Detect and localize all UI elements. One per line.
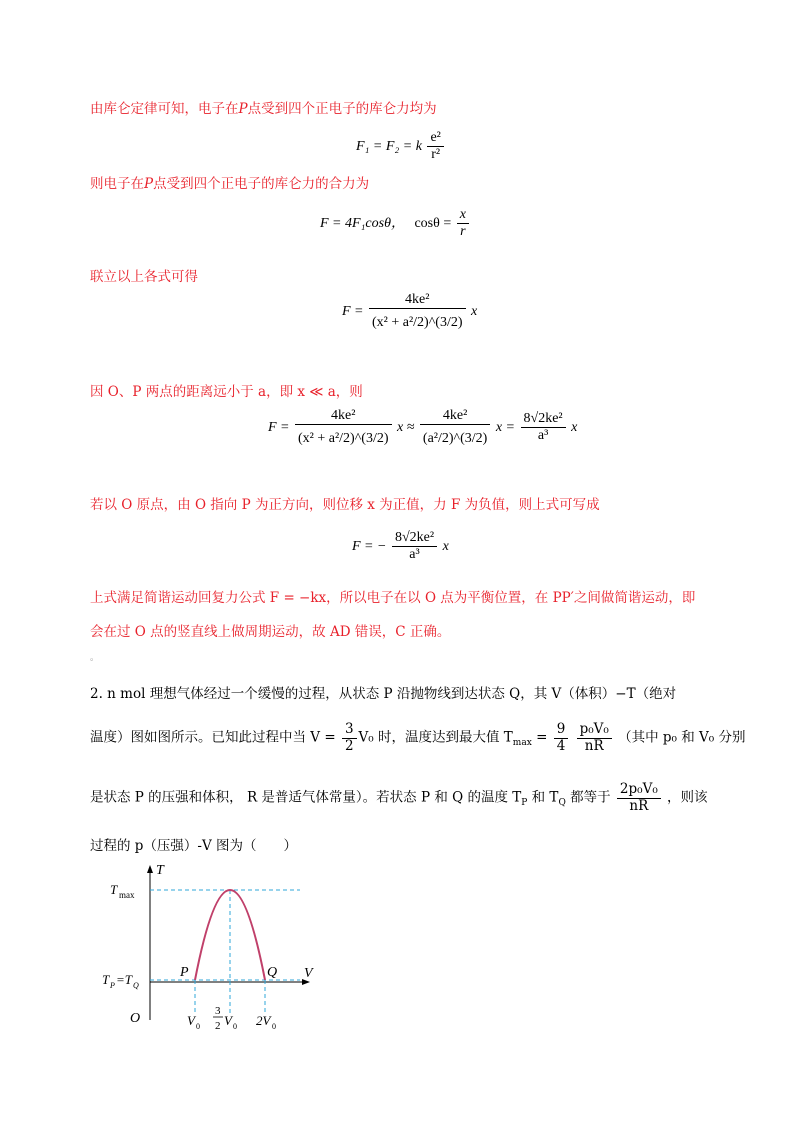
t-axis-arrow [147,865,153,873]
point-p-label: P [180,965,189,980]
origin-label: O [130,1011,141,1026]
v0-label: V [187,1013,195,1028]
tp-sub: P [110,981,115,990]
tmax-label: T [110,882,118,897]
solution-line-6: 上式满足简谐运动回复力公式 F = −kx，所以电子在以 O 点为平衡位置，在 PP′之间做简谐运动，即 [90,590,696,606]
v0-sub: 0 [196,1022,200,1031]
question-line-3: 是状态 P 的压强和体积， R 是普适气体常量）。若状态 P 和 Q 的温度 $T_P$ 和 $T_Q$ 都等于 $\frac{\text{2p₀V₀}}{nR}$ ，则该 [90,781,708,814]
paragraph-mark: 。 [90,653,100,663]
point-q-label: Q [267,965,278,980]
question-line-4: 过程的 p（压强）-V 图为（ ） [90,838,298,854]
question-line-1: 2. n mol 理想气体经过一个缓慢的过程，从状态 P 沿抛物线到达状态 Q，其 V（体积）−T（绝对 [90,686,677,702]
tp-label: T [102,972,110,987]
equation-restoring-force: F = − $\frac{\text{8√2ke²}}{\text{a³}}$ x [352,530,449,563]
solution-line-5: 若以 O 原点，由 O 指向 P 为正方向，则位移 x 为正值，力 F 为负值，则上式可写成 [90,497,600,513]
v2-label: 2V [256,1013,271,1028]
v32-v: V [224,1013,232,1028]
tq-sub: Q [133,981,139,990]
axis-label-v: V [304,966,313,981]
equation-combined: F = $\frac{\text{4ke²}}{\text{(x² + a²/2)\textasciicircum{}(3/2)}}$ x [342,292,478,331]
v2-sub: 0 [272,1022,276,1031]
v32-den: 2 [215,1020,221,1032]
equation-coulomb-force: F₁ = F₂ = k $\frac{\text{e²}}{\text{r²}}$ [356,130,446,163]
solution-line-3: 联立以上各式可得 [90,269,198,285]
solution-line-1: 由库仑定律可知，电子在P点受到四个正电子的库仑力均为 [90,101,437,117]
vt-diagram [100,860,330,1035]
solution-line-7: 会在过 O 点的竖直线上做周期运动，故 AD 错误，C 正确。 [90,624,451,640]
axis-label-t: T [156,863,164,878]
v32-num: 3 [215,1005,221,1017]
tq-label: =T [116,972,133,987]
question-line-2: 温度）图如图所示。已知此过程中当 V = $\frac{3}{2}$ V₀ 时，温度达到最大值 $T_{max}$ = $\frac{9}{4}$ $\frac{\text{p₀V₀}}{nR}$ （其中 p₀ 和 V₀ 分别 [90,721,746,754]
equation-approximation: F = $\frac{\text{4ke²}}{\text{(x² + a²/2)\textasciicircum{}(3/2)}}$ x ≈ $\frac{\text{4ke²}}{\text{(a²/2)\textasciicircum{}(3/2)}}$ x = $\frac{\text{8√2ke²}}{\text{a³}}$ x [268,408,578,447]
tmax-sub: max [119,890,135,900]
solution-line-4: 因 O、P 两点的距离远小于 a，即 x ≪ a，则 [90,384,363,400]
solution-line-2: 则电子在P点受到四个正电子的库仑力的合力为 [90,176,370,192]
equation-net-force: F = 4F₁cosθ， cosθ = $\frac{x}{r}$ [320,207,471,240]
v32-sub: 0 [233,1022,237,1031]
